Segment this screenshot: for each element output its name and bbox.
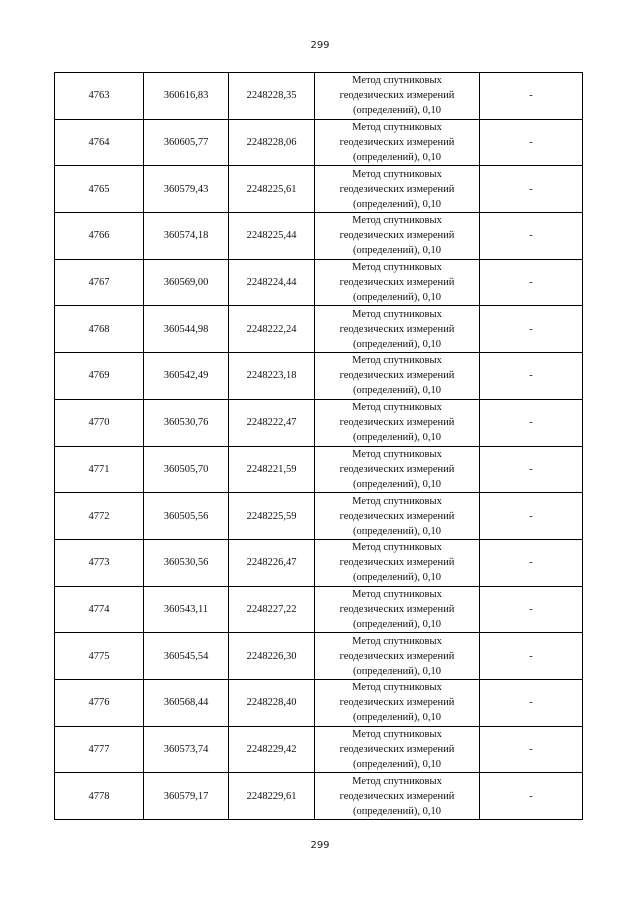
note-cell: - bbox=[480, 306, 583, 353]
note-cell: - bbox=[480, 679, 583, 726]
method-line: (определений), 0,10 bbox=[352, 198, 442, 210]
point-number-cell: 4766 bbox=[55, 213, 144, 260]
y-coordinate-cell: 2248224,44 bbox=[229, 259, 315, 306]
note-cell: - bbox=[480, 586, 583, 633]
table-row bbox=[55, 493, 583, 540]
y-coordinate-cell: 2248222,24 bbox=[229, 306, 315, 353]
method-line: (определений), 0,10 bbox=[352, 758, 442, 770]
method-line: (определений), 0,10 bbox=[352, 152, 442, 164]
method-line: геодезических измерений bbox=[339, 650, 455, 662]
coordinates-table-body bbox=[55, 73, 583, 820]
method-cell bbox=[315, 633, 480, 680]
note-cell: - bbox=[480, 119, 583, 166]
method-line: (определений), 0,10 bbox=[352, 805, 442, 817]
page-number-bottom: 299 bbox=[310, 840, 330, 851]
table-row bbox=[55, 166, 583, 213]
method-line: геодезических измерений bbox=[339, 323, 455, 335]
table-row bbox=[55, 679, 583, 726]
method-line: Метод спутниковых bbox=[352, 215, 442, 227]
method-line: геодезических измерений bbox=[339, 790, 455, 802]
table-row bbox=[55, 539, 583, 586]
y-coordinate-cell: 2248228,06 bbox=[229, 119, 315, 166]
point-number-cell: 4774 bbox=[55, 586, 144, 633]
method-line: геодезических измерений bbox=[339, 90, 455, 102]
y-coordinate-cell: 2248226,47 bbox=[229, 539, 315, 586]
method-line: (определений), 0,10 bbox=[352, 385, 442, 397]
method-line: геодезических измерений bbox=[339, 230, 455, 242]
method-cell bbox=[315, 306, 480, 353]
method-line: (определений), 0,10 bbox=[352, 525, 442, 537]
table-row bbox=[55, 306, 583, 353]
point-number-cell: 4772 bbox=[55, 493, 144, 540]
method-line: геодезических измерений bbox=[339, 277, 455, 289]
point-number-cell: 4776 bbox=[55, 679, 144, 726]
method-line: (определений), 0,10 bbox=[352, 478, 442, 490]
method-line: (определений), 0,10 bbox=[352, 665, 442, 677]
method-line: (определений), 0,10 bbox=[352, 338, 442, 350]
x-coordinate-cell: 360573,74 bbox=[144, 726, 229, 773]
y-coordinate-cell: 2248228,40 bbox=[229, 679, 315, 726]
y-coordinate-cell: 2248226,30 bbox=[229, 633, 315, 680]
y-coordinate-cell: 2248228,35 bbox=[229, 73, 315, 120]
method-cell bbox=[315, 399, 480, 446]
y-coordinate-cell: 2248229,42 bbox=[229, 726, 315, 773]
note-cell: - bbox=[480, 73, 583, 120]
note-cell: - bbox=[480, 446, 583, 493]
y-coordinate-cell: 2248229,61 bbox=[229, 773, 315, 820]
x-coordinate-cell: 360545,54 bbox=[144, 633, 229, 680]
table-row bbox=[55, 586, 583, 633]
method-line: (определений), 0,10 bbox=[352, 618, 442, 630]
x-coordinate-cell: 360530,76 bbox=[144, 399, 229, 446]
point-number-cell: 4773 bbox=[55, 539, 144, 586]
note-cell: - bbox=[480, 773, 583, 820]
point-number-cell: 4768 bbox=[55, 306, 144, 353]
y-coordinate-cell: 2248221,59 bbox=[229, 446, 315, 493]
method-line: Метод спутниковых bbox=[352, 75, 442, 87]
page-number-top: 299 bbox=[310, 40, 330, 51]
x-coordinate-cell: 360605,77 bbox=[144, 119, 229, 166]
method-line: Метод спутниковых bbox=[352, 775, 442, 787]
note-cell: - bbox=[480, 166, 583, 213]
method-line: (определений), 0,10 bbox=[352, 105, 442, 117]
method-line: (определений), 0,10 bbox=[352, 712, 442, 724]
method-line: геодезических измерений bbox=[339, 137, 455, 149]
method-line: Метод спутниковых bbox=[352, 635, 442, 647]
coordinates-table bbox=[54, 72, 583, 820]
method-cell bbox=[315, 493, 480, 540]
point-number-cell: 4765 bbox=[55, 166, 144, 213]
method-line: Метод спутниковых bbox=[352, 588, 442, 600]
method-cell bbox=[315, 119, 480, 166]
point-number-cell: 4778 bbox=[55, 773, 144, 820]
table-row bbox=[55, 446, 583, 493]
point-number-cell: 4763 bbox=[55, 73, 144, 120]
point-number-cell: 4764 bbox=[55, 119, 144, 166]
method-line: (определений), 0,10 bbox=[352, 292, 442, 304]
method-line: геодезических измерений bbox=[339, 603, 455, 615]
x-coordinate-cell: 360505,70 bbox=[144, 446, 229, 493]
x-coordinate-cell: 360574,18 bbox=[144, 213, 229, 260]
point-number-cell: 4771 bbox=[55, 446, 144, 493]
method-cell bbox=[315, 353, 480, 400]
table-row bbox=[55, 773, 583, 820]
method-line: Метод спутниковых bbox=[352, 495, 442, 507]
method-line: Метод спутниковых bbox=[352, 122, 442, 134]
x-coordinate-cell: 360543,11 bbox=[144, 586, 229, 633]
table-row bbox=[55, 259, 583, 306]
note-cell: - bbox=[480, 726, 583, 773]
method-cell bbox=[315, 773, 480, 820]
method-line: Метод спутниковых bbox=[352, 402, 442, 414]
x-coordinate-cell: 360542,49 bbox=[144, 353, 229, 400]
method-line: геодезических измерений bbox=[339, 370, 455, 382]
x-coordinate-cell: 360579,17 bbox=[144, 773, 229, 820]
method-cell bbox=[315, 679, 480, 726]
table-row bbox=[55, 213, 583, 260]
method-line: геодезических измерений bbox=[339, 183, 455, 195]
x-coordinate-cell: 360569,00 bbox=[144, 259, 229, 306]
method-line: Метод спутниковых bbox=[352, 308, 442, 320]
table-row bbox=[55, 353, 583, 400]
method-line: геодезических измерений bbox=[339, 463, 455, 475]
method-line: геодезических измерений bbox=[339, 417, 455, 429]
method-line: Метод спутниковых bbox=[352, 262, 442, 274]
y-coordinate-cell: 2248223,18 bbox=[229, 353, 315, 400]
table-row bbox=[55, 726, 583, 773]
method-line: (определений), 0,10 bbox=[352, 572, 442, 584]
x-coordinate-cell: 360568,44 bbox=[144, 679, 229, 726]
y-coordinate-cell: 2248227,22 bbox=[229, 586, 315, 633]
method-line: геодезических измерений bbox=[339, 557, 455, 569]
point-number-cell: 4769 bbox=[55, 353, 144, 400]
note-cell: - bbox=[480, 539, 583, 586]
method-line: Метод спутниковых bbox=[352, 682, 442, 694]
method-cell bbox=[315, 446, 480, 493]
point-number-cell: 4770 bbox=[55, 399, 144, 446]
note-cell: - bbox=[480, 353, 583, 400]
y-coordinate-cell: 2248225,61 bbox=[229, 166, 315, 213]
note-cell: - bbox=[480, 399, 583, 446]
method-line: (определений), 0,10 bbox=[352, 245, 442, 257]
point-number-cell: 4775 bbox=[55, 633, 144, 680]
method-line: Метод спутниковых bbox=[352, 728, 442, 740]
x-coordinate-cell: 360579,43 bbox=[144, 166, 229, 213]
method-line: Метод спутниковых bbox=[352, 542, 442, 554]
method-cell bbox=[315, 166, 480, 213]
method-line: геодезических измерений bbox=[339, 510, 455, 522]
y-coordinate-cell: 2248222,47 bbox=[229, 399, 315, 446]
table-row bbox=[55, 73, 583, 120]
point-number-cell: 4777 bbox=[55, 726, 144, 773]
note-cell: - bbox=[480, 493, 583, 540]
point-number-cell: 4767 bbox=[55, 259, 144, 306]
method-line: Метод спутниковых bbox=[352, 355, 442, 367]
x-coordinate-cell: 360616,83 bbox=[144, 73, 229, 120]
note-cell: - bbox=[480, 213, 583, 260]
x-coordinate-cell: 360505,56 bbox=[144, 493, 229, 540]
method-cell bbox=[315, 586, 480, 633]
x-coordinate-cell: 360544,98 bbox=[144, 306, 229, 353]
note-cell: - bbox=[480, 633, 583, 680]
table-row bbox=[55, 399, 583, 446]
method-line: Метод спутниковых bbox=[352, 168, 442, 180]
y-coordinate-cell: 2248225,44 bbox=[229, 213, 315, 260]
method-cell bbox=[315, 539, 480, 586]
method-cell bbox=[315, 213, 480, 260]
table-row bbox=[55, 633, 583, 680]
y-coordinate-cell: 2248225,59 bbox=[229, 493, 315, 540]
method-cell bbox=[315, 73, 480, 120]
note-cell: - bbox=[480, 259, 583, 306]
method-line: (определений), 0,10 bbox=[352, 432, 442, 444]
method-line: геодезических измерений bbox=[339, 697, 455, 709]
method-cell bbox=[315, 259, 480, 306]
table-row bbox=[55, 119, 583, 166]
method-cell bbox=[315, 726, 480, 773]
x-coordinate-cell: 360530,56 bbox=[144, 539, 229, 586]
method-line: геодезических измерений bbox=[339, 743, 455, 755]
method-line: Метод спутниковых bbox=[352, 448, 442, 460]
